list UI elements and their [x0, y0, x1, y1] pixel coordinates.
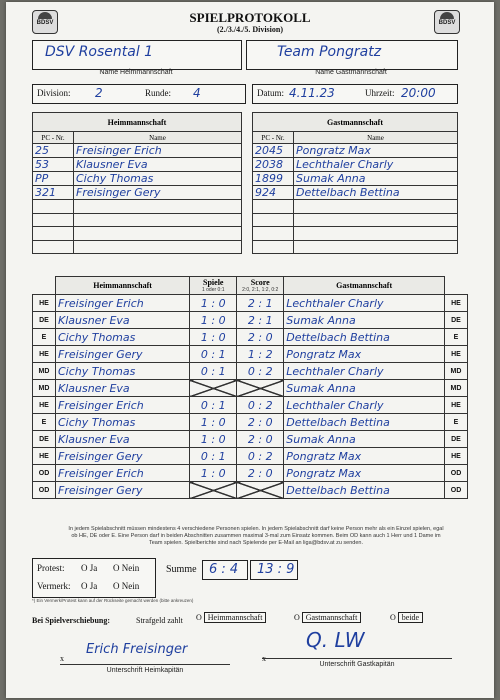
- game-spiele[interactable]: [190, 380, 237, 397]
- home-roster-name[interactable]: Cichy Thomas: [74, 172, 242, 186]
- game-row: [33, 431, 468, 448]
- home-roster-name[interactable]: [74, 227, 242, 241]
- game-home-player[interactable]: Cichy Thomas: [56, 329, 190, 346]
- game-score[interactable]: 0 : 2: [237, 448, 284, 465]
- game-row: [33, 397, 468, 414]
- game-row: [33, 363, 468, 380]
- fine-option-home[interactable]: O Heimmannschaft: [196, 612, 266, 623]
- discipline-left: HE: [33, 346, 56, 363]
- home-roster-row: [33, 200, 242, 214]
- game-guest-player[interactable]: Pongratz Max: [284, 465, 445, 482]
- discipline-right: OD: [445, 465, 468, 482]
- home-roster-pc[interactable]: 53: [33, 158, 74, 172]
- round-label: Runde:: [145, 88, 171, 98]
- guest-roster-name[interactable]: Dettelbach Bettina: [294, 186, 458, 200]
- guest-roster-row: [253, 240, 458, 254]
- game-home-player[interactable]: Klausner Eva: [56, 312, 190, 329]
- discipline-right: HE: [445, 295, 468, 312]
- discipline-right: E: [445, 414, 468, 431]
- guest-team-name[interactable]: Team Pongratz: [277, 44, 382, 60]
- time-label: Uhrzeit:: [365, 88, 395, 98]
- home-roster-name[interactable]: Freisinger Gery: [74, 186, 242, 200]
- games-col-score: Score 2:0, 2:1, 1:2, 0:2: [237, 277, 284, 295]
- summe-label: Summe: [166, 564, 197, 575]
- division-value[interactable]: 2: [95, 86, 103, 100]
- guest-roster-pc[interactable]: [253, 240, 294, 254]
- game-guest-player[interactable]: Dettelbach Bettina: [284, 329, 445, 346]
- home-team-box: [32, 40, 242, 70]
- discipline-left: MD: [33, 380, 56, 397]
- home-roster-heading: Heimmannschaft: [33, 113, 242, 132]
- game-home-player[interactable]: Freisinger Gery: [56, 448, 190, 465]
- home-roster-pc[interactable]: PP: [33, 172, 74, 186]
- guest-roster-name[interactable]: Sumak Anna: [294, 172, 458, 186]
- vermerk-yes[interactable]: O Ja: [81, 581, 98, 591]
- guest-roster-row: [253, 172, 458, 186]
- guest-roster-name[interactable]: [294, 213, 458, 227]
- game-spiele[interactable]: 1 : 0: [190, 414, 237, 431]
- game-score[interactable]: 0 : 2: [237, 363, 284, 380]
- fine-option-guest[interactable]: O Gastmannschaft: [294, 612, 361, 623]
- game-row: [33, 295, 468, 312]
- game-guest-player[interactable]: Lechthaler Charly: [284, 397, 445, 414]
- protest-no[interactable]: O Nein: [113, 563, 140, 573]
- game-guest-player[interactable]: Dettelbach Bettina: [284, 414, 445, 431]
- home-signature-line: [60, 664, 230, 665]
- discipline-right: OD: [445, 482, 468, 499]
- date-time-box: [252, 84, 458, 104]
- guest-roster-heading: Gastmannschaft: [253, 113, 458, 132]
- discipline-left: OD: [33, 482, 56, 499]
- postponement-label: Bei Spielverschiebung:: [32, 616, 111, 625]
- game-spiele[interactable]: 0 : 1: [190, 346, 237, 363]
- game-score[interactable]: 2 : 0: [237, 431, 284, 448]
- discipline-left: E: [33, 329, 56, 346]
- guest-roster-row: [253, 158, 458, 172]
- guest-roster-pc[interactable]: 2038: [253, 158, 294, 172]
- games-col-guest: Gastmannschaft: [284, 277, 445, 295]
- home-roster-pc[interactable]: 321: [33, 186, 74, 200]
- vermerk-no[interactable]: O Nein: [113, 581, 140, 591]
- page-title: SPIELPROTOKOLL: [189, 10, 311, 25]
- home-roster-row: [33, 144, 242, 158]
- home-roster-name[interactable]: [74, 200, 242, 214]
- game-home-player[interactable]: Freisinger Erich: [56, 465, 190, 482]
- guest-roster-pc[interactable]: [253, 200, 294, 214]
- guest-team-caption: Name Gastmannschaft: [315, 69, 387, 76]
- home-roster-pc[interactable]: 25: [33, 144, 74, 158]
- home-roster-name[interactable]: [74, 240, 242, 254]
- guest-roster-col-pc: PC - Nr.: [253, 132, 294, 144]
- bdsv-logo-right: BDSV: [434, 10, 460, 34]
- game-spiele[interactable]: 0 : 1: [190, 397, 237, 414]
- game-guest-player[interactable]: Lechthaler Charly: [284, 363, 445, 380]
- home-roster-pc[interactable]: [33, 240, 74, 254]
- game-row: [33, 482, 468, 499]
- guest-roster-col-name: Name: [294, 132, 458, 144]
- date-label: Datum:: [257, 88, 284, 98]
- guest-roster-name[interactable]: Pongratz Max: [294, 144, 458, 158]
- discipline-left: E: [33, 414, 56, 431]
- game-score[interactable]: [237, 482, 284, 499]
- rules-text: In jedem Spielabschnitt müssen mindestens 4 verschiedene Personen spielen. In jedem Spielabschnitt darf keine Person mehr als ein Einzel spielen, egal ob HE, DE oder E. Eine Person darf in beiden Abschnitten zusammen maximal 3-mal zum Einsatz kommen. Beim OD kann auch 1 Herr und 1 Dame im Team spielen. Spielberichte sind nach Spielende per E-Mail an liga@bdsv.at zu senden.: [68, 526, 444, 546]
- home-roster-row: [33, 227, 242, 241]
- home-team-name[interactable]: DSV Rosental 1: [45, 44, 154, 60]
- home-roster-pc[interactable]: [33, 200, 74, 214]
- guest-roster-row: [253, 227, 458, 241]
- summe-spiele: [202, 560, 248, 580]
- game-row: [33, 448, 468, 465]
- home-roster-row: [33, 240, 242, 254]
- discipline-left: MD: [33, 363, 56, 380]
- discipline-right: HE: [445, 448, 468, 465]
- guest-signature: Q. LW: [306, 628, 365, 652]
- game-score[interactable]: 1 : 2: [237, 346, 284, 363]
- game-guest-player[interactable]: Pongratz Max: [284, 448, 445, 465]
- game-home-player[interactable]: Klausner Eva: [56, 380, 190, 397]
- game-spiele[interactable]: 0 : 1: [190, 448, 237, 465]
- games-col-spiele: Spiele 1 oder 0:1: [190, 277, 237, 295]
- guest-roster-name[interactable]: [294, 227, 458, 241]
- discipline-left: DE: [33, 312, 56, 329]
- guest-roster-pc[interactable]: 924: [253, 186, 294, 200]
- discipline-right: MD: [445, 380, 468, 397]
- game-score[interactable]: [237, 380, 284, 397]
- summe-spiele-value[interactable]: 6 : 4: [209, 562, 239, 577]
- discipline-right: DE: [445, 312, 468, 329]
- guest-roster-name[interactable]: [294, 200, 458, 214]
- fine-option-both[interactable]: O beide: [390, 612, 423, 623]
- date-value[interactable]: 4.11.23: [289, 86, 335, 100]
- home-signature: Erich Freisinger: [86, 642, 188, 657]
- game-score[interactable]: 0 : 2: [237, 397, 284, 414]
- game-spiele[interactable]: 1 : 0: [190, 295, 237, 312]
- home-roster-row: [33, 213, 242, 227]
- protest-label: Protest:: [37, 563, 65, 573]
- division-label: Division:: [37, 88, 71, 98]
- game-guest-player[interactable]: Sumak Anna: [284, 431, 445, 448]
- game-row: [33, 465, 468, 482]
- guest-signature-line: [262, 658, 452, 659]
- game-spiele[interactable]: 1 : 0: [190, 431, 237, 448]
- guest-signature-mark: x: [262, 654, 266, 663]
- division-round-box: [32, 84, 246, 104]
- game-home-player[interactable]: Cichy Thomas: [56, 363, 190, 380]
- game-home-player[interactable]: Freisinger Erich: [56, 295, 190, 312]
- home-team-caption: Name Heimmannschaft: [99, 69, 173, 76]
- guest-roster-row: [253, 186, 458, 200]
- discipline-right: HE: [445, 346, 468, 363]
- time-value[interactable]: 20:00: [401, 86, 436, 100]
- games-table: [32, 276, 468, 499]
- home-roster-col-pc: PC - Nr.: [33, 132, 74, 144]
- game-score[interactable]: 2 : 0: [237, 329, 284, 346]
- home-roster-pc[interactable]: [33, 213, 74, 227]
- discipline-right: DE: [445, 431, 468, 448]
- game-guest-player[interactable]: Sumak Anna: [284, 312, 445, 329]
- game-guest-player[interactable]: Dettelbach Bettina: [284, 482, 445, 499]
- guest-roster-row: [253, 213, 458, 227]
- games-col-home: Heimmannschaft: [56, 277, 190, 295]
- guest-roster-row: [253, 144, 458, 158]
- guest-roster-name[interactable]: [294, 240, 458, 254]
- home-roster-row: [33, 186, 242, 200]
- summe-score-value[interactable]: 13 : 9: [257, 562, 295, 577]
- game-score[interactable]: 2 : 1: [237, 312, 284, 329]
- game-guest-player[interactable]: Sumak Anna: [284, 380, 445, 397]
- guest-roster-pc[interactable]: 2045: [253, 144, 294, 158]
- score-sheet: [6, 2, 494, 698]
- game-score[interactable]: 2 : 0: [237, 465, 284, 482]
- game-row: [33, 346, 468, 363]
- game-spiele[interactable]: 1 : 0: [190, 465, 237, 482]
- home-roster-row: [33, 158, 242, 172]
- protest-yes[interactable]: O Ja: [81, 563, 98, 573]
- discipline-right: MD: [445, 363, 468, 380]
- round-value[interactable]: 4: [193, 86, 201, 100]
- home-roster-name[interactable]: [74, 213, 242, 227]
- vermerk-note: *) Ein Vermerk/Protest kann auf der Rückseite gemacht werden (bitte ankreuzen): [32, 598, 194, 603]
- guest-roster-pc[interactable]: 1899: [253, 172, 294, 186]
- fine-label: Strafgeld zahlt: [136, 616, 183, 625]
- game-home-player[interactable]: Freisinger Gery: [56, 346, 190, 363]
- game-home-player[interactable]: Klausner Eva: [56, 431, 190, 448]
- game-guest-player[interactable]: Lechthaler Charly: [284, 295, 445, 312]
- game-row: [33, 312, 468, 329]
- game-spiele[interactable]: 0 : 1: [190, 363, 237, 380]
- guest-roster-name[interactable]: Lechthaler Charly: [294, 158, 458, 172]
- home-signature-mark: x: [60, 654, 64, 663]
- game-spiele[interactable]: [190, 482, 237, 499]
- home-roster-name[interactable]: Klausner Eva: [74, 158, 242, 172]
- game-spiele[interactable]: 1 : 0: [190, 329, 237, 346]
- summe-score: [250, 560, 298, 580]
- game-home-player[interactable]: Freisinger Gery: [56, 482, 190, 499]
- home-roster-name[interactable]: Freisinger Erich: [74, 144, 242, 158]
- game-home-player[interactable]: Cichy Thomas: [56, 414, 190, 431]
- home-roster-pc[interactable]: [33, 227, 74, 241]
- home-signature-caption: Unterschrift Heimkapitän: [106, 667, 184, 674]
- game-row: [33, 414, 468, 431]
- guest-team-box: [246, 40, 458, 70]
- game-row: [33, 329, 468, 346]
- guest-roster: [252, 112, 458, 254]
- game-home-player[interactable]: Freisinger Erich: [56, 397, 190, 414]
- guest-signature-caption: Unterschrift Gastkapitän: [319, 661, 395, 668]
- game-row: [33, 380, 468, 397]
- guest-roster-pc[interactable]: [253, 213, 294, 227]
- game-score[interactable]: 2 : 1: [237, 295, 284, 312]
- discipline-right: E: [445, 329, 468, 346]
- discipline-left: HE: [33, 295, 56, 312]
- page-subtitle: (2./3./4./5. Division): [216, 25, 283, 34]
- discipline-right: HE: [445, 397, 468, 414]
- game-score[interactable]: 2 : 0: [237, 414, 284, 431]
- discipline-left: OD: [33, 465, 56, 482]
- home-roster: [32, 112, 242, 254]
- game-guest-player[interactable]: Pongratz Max: [284, 346, 445, 363]
- discipline-left: HE: [33, 397, 56, 414]
- home-roster-row: [33, 172, 242, 186]
- guest-roster-pc[interactable]: [253, 227, 294, 241]
- discipline-left: HE: [33, 448, 56, 465]
- protest-box: [32, 558, 156, 598]
- game-spiele[interactable]: 1 : 0: [190, 312, 237, 329]
- guest-roster-row: [253, 200, 458, 214]
- bdsv-logo-left: BDSV: [32, 10, 58, 34]
- home-roster-col-name: Name: [74, 132, 242, 144]
- discipline-left: DE: [33, 431, 56, 448]
- vermerk-label: Vermerk:: [37, 581, 71, 591]
